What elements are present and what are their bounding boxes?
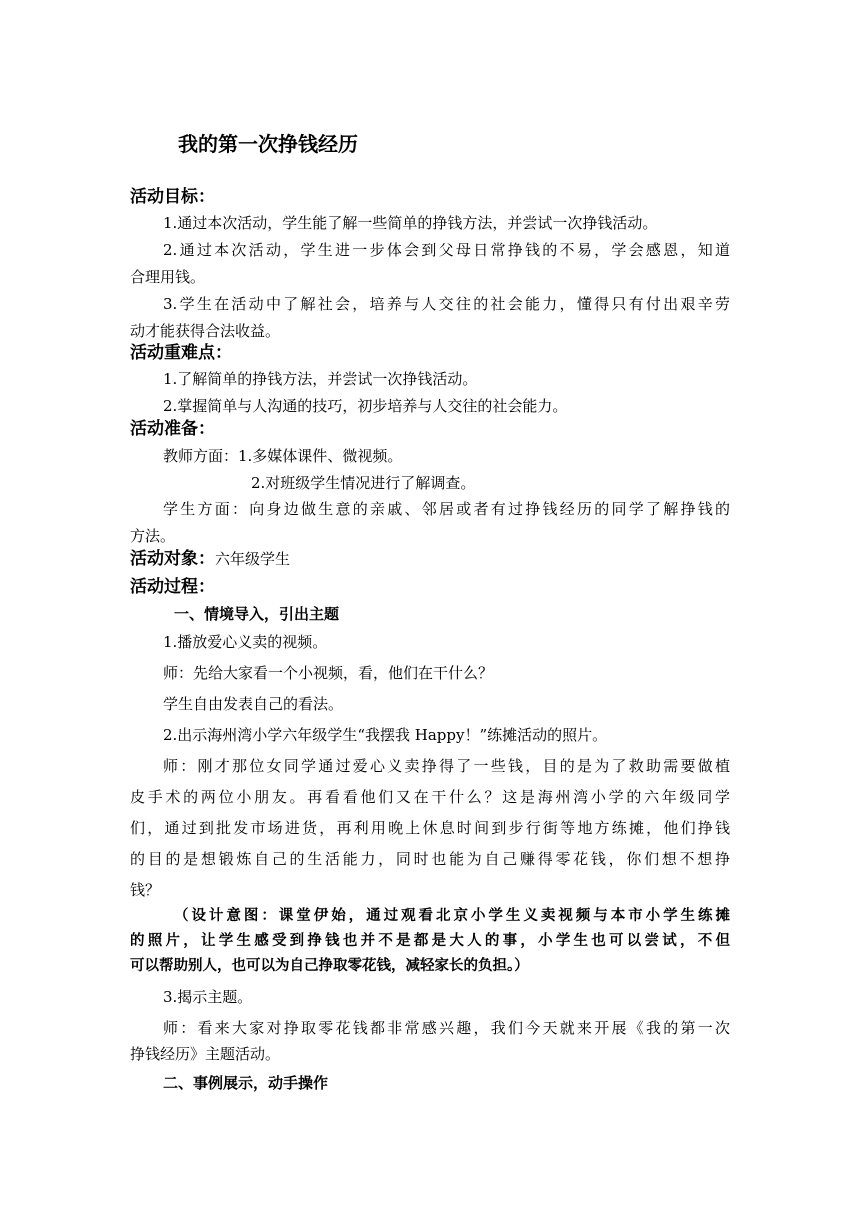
- process-p1: 1.播放爱心义卖的视频。: [163, 633, 328, 651]
- goals-item-3-line-1: [163, 294, 730, 314]
- process-p5-text-a: 师：刚才那位女同学通过爱心义卖挣得了一些钱，目的是为了救助需要做植: [163, 757, 730, 775]
- process-p5-line-1: [163, 756, 730, 776]
- prep-student-text-a: 学生方面：向身边做生意的亲戚、邻居或者有过挣钱经历的同学了解挣钱的: [163, 500, 730, 518]
- prep-student-line-1: [163, 499, 730, 519]
- goals-item-3-text-a: 3.学生在活动中了解社会，培养与人交往的社会能力，懂得只有付出艰辛劳: [163, 295, 730, 313]
- process-p5-line-5: 钱？: [130, 881, 161, 899]
- process-p5-line-2: [130, 787, 730, 807]
- section-1-heading: 一、情境导入，引出主题: [174, 605, 340, 623]
- process-heading: 活动过程：: [130, 577, 215, 597]
- prep-teacher-line-1: 教师方面：1.多媒体课件、微视频。: [163, 447, 403, 465]
- process-p4: 2.出示海州湾小学六年级学生“我摆我 Happy！”练摊活动的照片。: [163, 726, 608, 744]
- process-p5-line-3: [130, 818, 730, 838]
- process-p7-line-1: [163, 1018, 730, 1038]
- document-title: 我的第一次挣钱经历: [178, 132, 358, 156]
- goals-heading: 活动目标：: [130, 187, 215, 207]
- process-p3: 学生自由发表自己的看法。: [163, 695, 344, 713]
- process-p5-line-4: [130, 849, 730, 869]
- design-intent-text-a: （设计意图：课堂伊始，通过观看北京小学生义卖视频与本市小学生练摊: [174, 907, 730, 924]
- goals-item-2-line-2: 合理用钱。: [130, 268, 206, 286]
- goals-item-2-line-1: [163, 240, 730, 260]
- target-line: [130, 549, 290, 569]
- key-points-heading: 活动重难点：: [130, 343, 232, 363]
- target-value: 六年级学生: [215, 550, 291, 568]
- design-intent-line-3: 可以帮助别人，也可以为自己挣取零花钱，减轻家长的负担。）: [130, 957, 529, 974]
- process-p2: 师：先给大家看一个小视频，看，他们在干什么？: [163, 664, 494, 682]
- goals-item-1: 1.通过本次活动，学生能了解一些简单的挣钱方法，并尝试一次挣钱活动。: [163, 214, 658, 232]
- key-points-item-1: 1.了解简单的挣钱方法，并尝试一次挣钱活动。: [163, 370, 478, 388]
- process-p7-text-a: 师：看来大家对挣取零花钱都非常感兴趣，我们今天就来开展《我的第一次: [163, 1019, 730, 1037]
- process-p7-line-2: 挣钱经历》主题活动。: [130, 1045, 281, 1063]
- prep-student-line-2: 方法。: [130, 527, 176, 545]
- prep-heading: 活动准备：: [130, 419, 215, 439]
- goals-item-3-line-2: 动才能获得合法收益。: [130, 322, 281, 340]
- design-intent-line-1: [174, 906, 730, 926]
- process-p5-text-d: 的目的是想锻炼自己的生活能力，同时也能为自己赚得零花钱，你们想不想挣: [130, 850, 730, 868]
- design-intent-text-b: 的照片，让学生感受到挣钱也并不是都是大人的事，小学生也可以尝试，不但: [130, 932, 730, 949]
- process-p5-text-b: 皮手术的两位小朋友。再看看他们又在干什么？这是海州湾小学的六年级同学: [130, 788, 730, 806]
- prep-teacher-line-2: 2.对班级学生情况进行了解调查。: [251, 474, 476, 492]
- goals-item-2-text-a: 2.通过本次活动，学生进一步体会到父母日常挣钱的不易，学会感恩，知道: [163, 241, 730, 259]
- section-2-heading: 二、事例展示，动手操作: [163, 1074, 329, 1092]
- process-p5-text-c: 们，通过到批发市场进货，再利用晚上休息时间到步行街等地方练摊，他们挣钱: [130, 819, 730, 837]
- process-p6: 3.揭示主题。: [163, 988, 253, 1006]
- key-points-item-2: 2.掌握简单与人沟通的技巧，初步培养与人交往的社会能力。: [163, 397, 568, 415]
- target-heading: 活动对象：: [130, 549, 215, 569]
- design-intent-line-2: [130, 931, 730, 951]
